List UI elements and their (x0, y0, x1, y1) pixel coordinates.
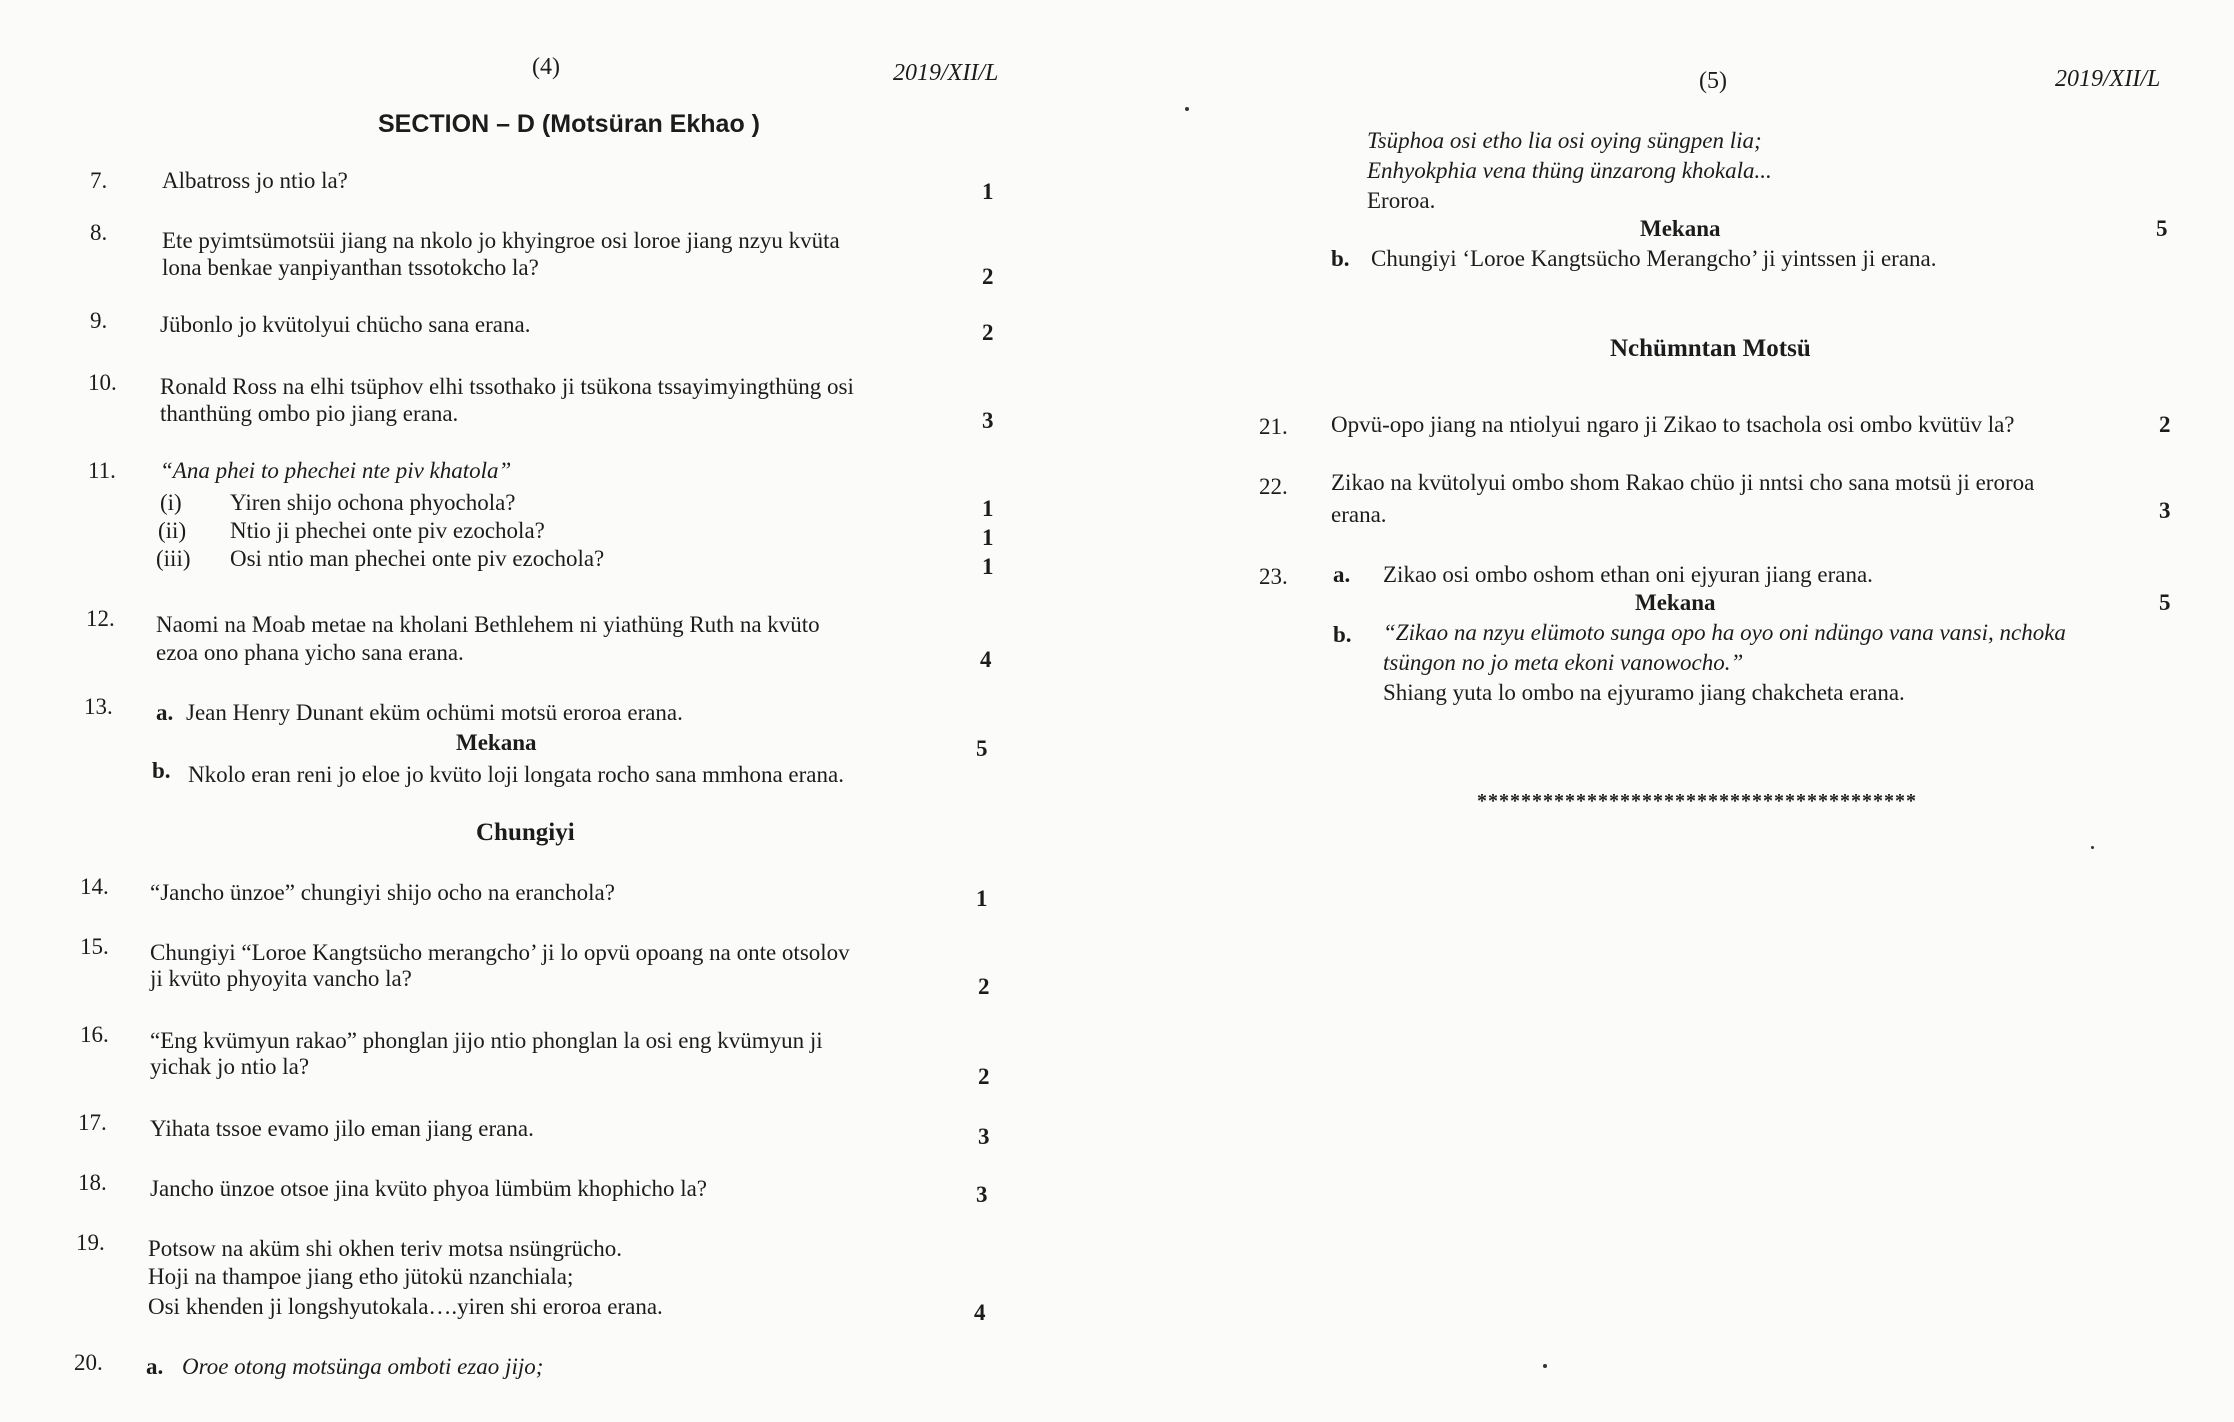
or-label: Mekana (1635, 590, 1716, 615)
question-number: 16. (80, 1022, 109, 1047)
question-number: 17. (78, 1110, 107, 1135)
scan-speck (2091, 846, 2094, 849)
marks: 1 (982, 525, 994, 550)
option-label: b. (1333, 622, 1352, 647)
question-text: Jübonlo jo kvütolyui chücho sana erana. (160, 312, 531, 337)
question-text: “Zikao na nzyu elümoto sunga opo ha oyo oni ndüngo vana vansi, nchoka (1383, 620, 2066, 645)
sub-question-number: (iii) (156, 546, 191, 571)
question-text: yichak jo ntio la? (150, 1054, 310, 1079)
continuation-text: Eroroa. (1367, 188, 1436, 213)
end-of-paper-stars: **************************************** (1477, 790, 1917, 812)
option-label: a. (1333, 562, 1351, 587)
question-number: 11. (88, 458, 116, 483)
question-text: Potsow na aküm shi okhen teriv motsa nsüngrücho. (148, 1236, 623, 1261)
question-number: 9. (90, 308, 108, 333)
page-number: (5) (1699, 68, 1727, 94)
marks: 2 (978, 974, 990, 999)
or-label: Mekana (1640, 216, 1721, 241)
marks: 3 (982, 408, 994, 433)
question-text: Ronald Ross na elhi tsüphov elhi tssothako ji tsükona tssayimyingthüng osi (160, 374, 854, 399)
or-label: Mekana (456, 730, 537, 755)
question-number: 22. (1259, 474, 1288, 499)
question-number: 10. (88, 370, 117, 395)
option-label: b. (1331, 246, 1350, 271)
sub-question-text: Osi ntio man phechei onte piv ezochola? (230, 546, 605, 571)
question-text: ezoa ono phana yicho sana erana. (156, 640, 464, 665)
section-heading: Chungiyi (476, 819, 575, 846)
question-text: thanthüng ombo pio jiang erana. (160, 401, 459, 426)
question-text: Hoji na thampoe jiang etho jütokü nzanchiala; (148, 1264, 574, 1289)
question-number: 12. (86, 606, 115, 631)
question-number: 14. (80, 874, 109, 899)
question-number: 23. (1259, 564, 1288, 589)
question-text: Opvü-opo jiang na ntiolyui ngaro ji Zikao to tsachola osi ombo kvütüv la? (1331, 412, 2015, 437)
section-heading: Nchümntan Motsü (1610, 335, 1811, 362)
question-text: Osi khenden ji longshyutokala….yiren shi eroroa erana. (148, 1294, 663, 1319)
marks: 4 (974, 1300, 986, 1325)
marks: 1 (982, 554, 994, 579)
continuation-text: Enhyokphia vena thüng ünzarong khokala... (1367, 158, 1772, 183)
page-number: (4) (532, 54, 560, 80)
question-number: 15. (80, 934, 109, 959)
marks: 3 (976, 1182, 988, 1207)
question-text: “Eng kvümyun rakao” phonglan jijo ntio phonglan la osi eng kvümyun ji (150, 1028, 823, 1053)
question-text: Zikao na kvütolyui ombo shom Rakao chüo ji nntsi cho sana motsü ji eroroa (1331, 470, 2035, 495)
question-text: Nkolo eran reni jo eloe jo kvüto loji longata rocho sana mmhona erana. (188, 762, 844, 787)
question-text: “Jancho ünzoe” chungiyi shijo ocho na eranchola? (150, 880, 615, 905)
marks: 5 (976, 736, 988, 761)
marks: 2 (982, 320, 994, 345)
question-text: Jancho ünzoe otsoe jina kvüto phyoa lümbüm khophicho la? (150, 1176, 707, 1201)
question-text: Zikao osi ombo oshom ethan oni ejyuran jiang erana. (1383, 562, 1873, 587)
question-text: Chungiyi ‘Loroe Kangtsücho Merangcho’ ji yintssen ji erana. (1371, 246, 1937, 271)
marks: 1 (976, 886, 988, 911)
question-text: Shiang yuta lo ombo na ejyuramo jiang chakcheta erana. (1383, 680, 1905, 705)
question-number: 20. (74, 1350, 103, 1375)
question-number: 8. (90, 220, 108, 245)
sub-question-number: (ii) (158, 518, 187, 543)
question-number: 19. (76, 1230, 105, 1255)
sub-question-text: Ntio ji phechei onte piv ezochola? (230, 518, 545, 543)
marks: 1 (982, 496, 994, 521)
sub-question-number: (i) (160, 490, 182, 515)
option-label: a. (146, 1354, 164, 1379)
question-quote: “Ana phei to phechei nte piv khatola” (160, 458, 512, 483)
marks: 4 (980, 647, 992, 672)
marks: 2 (978, 1064, 990, 1089)
question-number: 7. (90, 168, 108, 193)
marks: 5 (2159, 590, 2171, 615)
question-text: Oroe otong motsünga omboti ezao jijo; (182, 1354, 544, 1379)
question-number: 18. (78, 1170, 107, 1195)
option-label: b. (152, 758, 171, 783)
option-label: a. (156, 700, 174, 725)
question-text: Ete pyimtsümotsüi jiang na nkolo jo khyingroe osi loroe jiang nzyu kvüta (162, 228, 840, 253)
paper-code: 2019/XII/L (893, 60, 999, 86)
question-text: erana. (1331, 502, 1387, 527)
right-page (1117, 0, 2234, 1422)
question-number: 13. (84, 694, 113, 719)
question-number: 21. (1259, 414, 1288, 439)
scan-speck (1543, 1364, 1547, 1368)
paper-code: 2019/XII/L (2055, 66, 2161, 92)
question-text: Yihata tssoe evamo jilo eman jiang erana. (150, 1116, 534, 1141)
marks: 2 (2159, 412, 2171, 437)
marks: 3 (2159, 498, 2171, 523)
question-text: Albatross jo ntio la? (162, 168, 348, 193)
marks: 1 (982, 179, 994, 204)
question-text: ji kvüto phyoyita vancho la? (150, 966, 412, 991)
question-text: Jean Henry Dunant eküm ochümi motsü eroroa erana. (186, 700, 683, 725)
marks: 5 (2156, 216, 2168, 241)
question-text: lona benkae yanpiyanthan tssotokcho la? (162, 255, 539, 280)
marks: 3 (978, 1124, 990, 1149)
sub-question-text: Yiren shijo ochona phyochola? (230, 490, 516, 515)
question-text: Naomi na Moab metae na kholani Bethlehem ni yiathüng Ruth na kvüto (156, 612, 820, 637)
question-text: Chungiyi “Loroe Kangtsücho merangcho’ ji lo opvü opoang na onte otsolov (150, 940, 850, 965)
section-title: SECTION – D (Motsüran Ekhao ) (378, 110, 760, 138)
question-text: tsüngon no jo meta ekoni vanowocho.” (1383, 650, 1744, 675)
continuation-text: Tsüphoa osi etho lia osi oying süngpen lia; (1367, 128, 1762, 153)
marks: 2 (982, 264, 994, 289)
